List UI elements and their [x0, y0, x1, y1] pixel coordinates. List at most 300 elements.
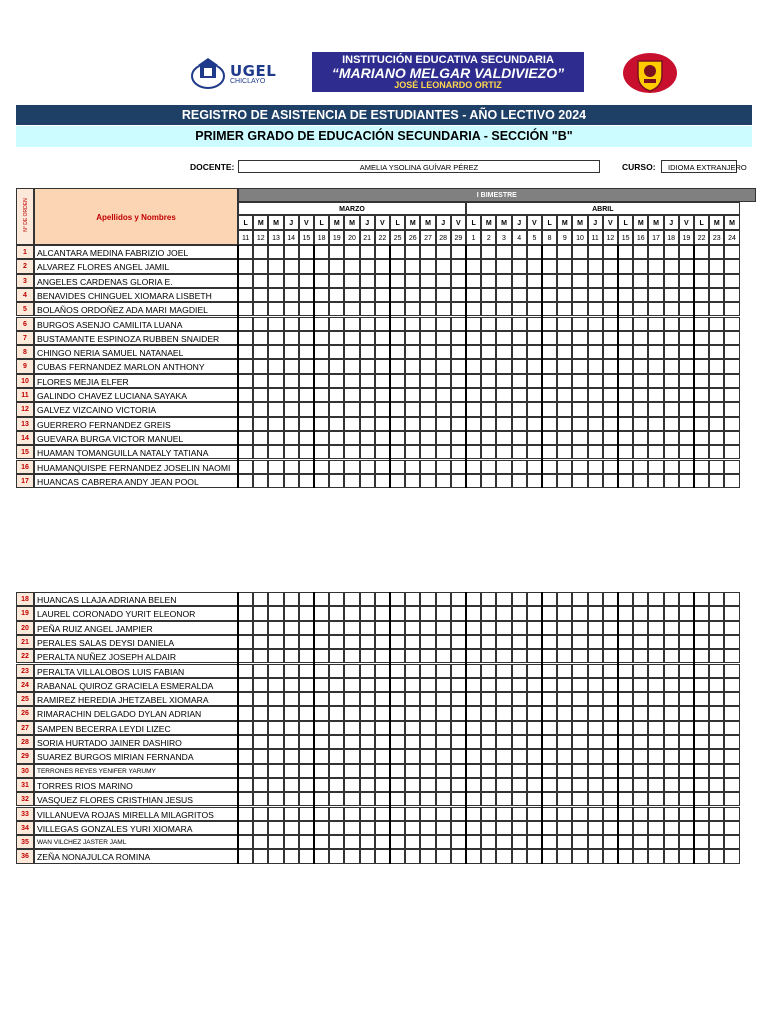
attendance-cell[interactable] [694, 606, 709, 620]
attendance-cell[interactable] [572, 359, 587, 373]
attendance-cell[interactable] [451, 274, 466, 288]
attendance-cell[interactable] [314, 764, 329, 778]
attendance-cell[interactable] [496, 592, 511, 606]
attendance-cell[interactable] [481, 792, 496, 806]
attendance-cell[interactable] [664, 359, 679, 373]
attendance-cell[interactable] [436, 331, 451, 345]
attendance-cell[interactable] [238, 388, 253, 402]
attendance-cell[interactable] [664, 445, 679, 459]
attendance-cell[interactable] [375, 735, 390, 749]
attendance-cell[interactable] [618, 431, 633, 445]
attendance-cell[interactable] [512, 749, 527, 763]
attendance-cell[interactable] [314, 606, 329, 620]
attendance-cell[interactable] [329, 359, 344, 373]
attendance-cell[interactable] [344, 849, 359, 863]
attendance-cell[interactable] [420, 345, 435, 359]
attendance-cell[interactable] [390, 359, 405, 373]
attendance-cell[interactable] [527, 635, 542, 649]
attendance-cell[interactable] [633, 821, 648, 835]
attendance-cell[interactable] [360, 635, 375, 649]
attendance-cell[interactable] [664, 706, 679, 720]
attendance-cell[interactable] [648, 359, 663, 373]
attendance-cell[interactable] [542, 835, 557, 849]
attendance-cell[interactable] [375, 678, 390, 692]
attendance-cell[interactable] [481, 431, 496, 445]
attendance-cell[interactable] [603, 259, 618, 273]
attendance-cell[interactable] [557, 302, 572, 316]
attendance-cell[interactable] [284, 778, 299, 792]
attendance-cell[interactable] [542, 792, 557, 806]
attendance-cell[interactable] [451, 778, 466, 792]
attendance-cell[interactable] [557, 417, 572, 431]
attendance-cell[interactable] [314, 835, 329, 849]
attendance-cell[interactable] [481, 331, 496, 345]
attendance-cell[interactable] [542, 402, 557, 416]
attendance-cell[interactable] [420, 359, 435, 373]
attendance-cell[interactable] [284, 749, 299, 763]
attendance-cell[interactable] [284, 417, 299, 431]
attendance-cell[interactable] [314, 331, 329, 345]
attendance-cell[interactable] [633, 259, 648, 273]
attendance-cell[interactable] [375, 274, 390, 288]
attendance-cell[interactable] [314, 778, 329, 792]
attendance-cell[interactable] [451, 431, 466, 445]
attendance-cell[interactable] [664, 274, 679, 288]
attendance-cell[interactable] [679, 274, 694, 288]
attendance-cell[interactable] [724, 302, 739, 316]
attendance-cell[interactable] [466, 621, 481, 635]
attendance-cell[interactable] [572, 678, 587, 692]
attendance-cell[interactable] [724, 402, 739, 416]
attendance-cell[interactable] [268, 849, 283, 863]
attendance-cell[interactable] [572, 288, 587, 302]
attendance-cell[interactable] [284, 345, 299, 359]
attendance-cell[interactable] [299, 317, 314, 331]
attendance-cell[interactable] [420, 807, 435, 821]
attendance-cell[interactable] [557, 792, 572, 806]
attendance-cell[interactable] [481, 388, 496, 402]
attendance-cell[interactable] [420, 778, 435, 792]
attendance-cell[interactable] [588, 331, 603, 345]
attendance-cell[interactable] [512, 345, 527, 359]
attendance-cell[interactable] [375, 692, 390, 706]
attendance-cell[interactable] [618, 635, 633, 649]
attendance-cell[interactable] [679, 402, 694, 416]
attendance-cell[interactable] [618, 678, 633, 692]
attendance-cell[interactable] [724, 835, 739, 849]
attendance-cell[interactable] [329, 259, 344, 273]
attendance-cell[interactable] [724, 274, 739, 288]
attendance-cell[interactable] [360, 792, 375, 806]
attendance-cell[interactable] [344, 764, 359, 778]
attendance-cell[interactable] [253, 821, 268, 835]
attendance-cell[interactable] [390, 778, 405, 792]
attendance-cell[interactable] [618, 388, 633, 402]
attendance-cell[interactable] [694, 735, 709, 749]
attendance-cell[interactable] [664, 388, 679, 402]
attendance-cell[interactable] [344, 821, 359, 835]
attendance-cell[interactable] [360, 664, 375, 678]
attendance-cell[interactable] [603, 749, 618, 763]
attendance-cell[interactable] [420, 649, 435, 663]
attendance-cell[interactable] [709, 402, 724, 416]
attendance-cell[interactable] [268, 735, 283, 749]
attendance-cell[interactable] [679, 245, 694, 259]
attendance-cell[interactable] [360, 606, 375, 620]
attendance-cell[interactable] [344, 359, 359, 373]
attendance-cell[interactable] [542, 331, 557, 345]
attendance-cell[interactable] [603, 359, 618, 373]
attendance-cell[interactable] [633, 331, 648, 345]
attendance-cell[interactable] [694, 635, 709, 649]
attendance-cell[interactable] [466, 388, 481, 402]
attendance-cell[interactable] [344, 706, 359, 720]
attendance-cell[interactable] [709, 474, 724, 488]
attendance-cell[interactable] [603, 445, 618, 459]
attendance-cell[interactable] [436, 259, 451, 273]
attendance-cell[interactable] [481, 345, 496, 359]
attendance-cell[interactable] [451, 259, 466, 273]
attendance-cell[interactable] [451, 807, 466, 821]
attendance-cell[interactable] [329, 735, 344, 749]
attendance-cell[interactable] [512, 359, 527, 373]
attendance-cell[interactable] [588, 807, 603, 821]
attendance-cell[interactable] [633, 621, 648, 635]
attendance-cell[interactable] [238, 445, 253, 459]
attendance-cell[interactable] [420, 431, 435, 445]
attendance-cell[interactable] [618, 345, 633, 359]
attendance-cell[interactable] [603, 388, 618, 402]
attendance-cell[interactable] [268, 649, 283, 663]
attendance-cell[interactable] [436, 460, 451, 474]
attendance-cell[interactable] [284, 245, 299, 259]
attendance-cell[interactable] [436, 706, 451, 720]
attendance-cell[interactable] [679, 431, 694, 445]
attendance-cell[interactable] [284, 664, 299, 678]
attendance-cell[interactable] [238, 274, 253, 288]
attendance-cell[interactable] [572, 649, 587, 663]
attendance-cell[interactable] [436, 274, 451, 288]
attendance-cell[interactable] [405, 259, 420, 273]
attendance-cell[interactable] [694, 345, 709, 359]
attendance-cell[interactable] [284, 288, 299, 302]
attendance-cell[interactable] [527, 445, 542, 459]
attendance-cell[interactable] [481, 621, 496, 635]
attendance-cell[interactable] [679, 706, 694, 720]
attendance-cell[interactable] [405, 331, 420, 345]
attendance-cell[interactable] [390, 735, 405, 749]
attendance-cell[interactable] [329, 664, 344, 678]
attendance-cell[interactable] [314, 735, 329, 749]
attendance-cell[interactable] [481, 606, 496, 620]
attendance-cell[interactable] [588, 417, 603, 431]
attendance-cell[interactable] [466, 849, 481, 863]
attendance-cell[interactable] [329, 606, 344, 620]
attendance-cell[interactable] [557, 460, 572, 474]
attendance-cell[interactable] [618, 245, 633, 259]
attendance-cell[interactable] [253, 606, 268, 620]
attendance-cell[interactable] [481, 317, 496, 331]
attendance-cell[interactable] [344, 288, 359, 302]
attendance-cell[interactable] [238, 621, 253, 635]
attendance-cell[interactable] [253, 592, 268, 606]
attendance-cell[interactable] [405, 288, 420, 302]
attendance-cell[interactable] [648, 664, 663, 678]
attendance-cell[interactable] [268, 460, 283, 474]
attendance-cell[interactable] [679, 288, 694, 302]
attendance-cell[interactable] [481, 359, 496, 373]
attendance-cell[interactable] [390, 635, 405, 649]
attendance-cell[interactable] [496, 835, 511, 849]
attendance-cell[interactable] [299, 749, 314, 763]
attendance-cell[interactable] [420, 664, 435, 678]
attendance-cell[interactable] [420, 621, 435, 635]
attendance-cell[interactable] [557, 749, 572, 763]
attendance-cell[interactable] [542, 374, 557, 388]
attendance-cell[interactable] [694, 474, 709, 488]
attendance-cell[interactable] [496, 460, 511, 474]
attendance-cell[interactable] [603, 764, 618, 778]
attendance-cell[interactable] [618, 460, 633, 474]
attendance-cell[interactable] [253, 764, 268, 778]
attendance-cell[interactable] [268, 592, 283, 606]
attendance-cell[interactable] [405, 721, 420, 735]
attendance-cell[interactable] [268, 721, 283, 735]
attendance-cell[interactable] [268, 431, 283, 445]
attendance-cell[interactable] [451, 592, 466, 606]
attendance-cell[interactable] [253, 778, 268, 792]
attendance-cell[interactable] [390, 649, 405, 663]
attendance-cell[interactable] [542, 474, 557, 488]
attendance-cell[interactable] [527, 749, 542, 763]
attendance-cell[interactable] [496, 778, 511, 792]
attendance-cell[interactable] [512, 331, 527, 345]
attendance-cell[interactable] [466, 721, 481, 735]
attendance-cell[interactable] [542, 302, 557, 316]
attendance-cell[interactable] [648, 302, 663, 316]
attendance-cell[interactable] [664, 460, 679, 474]
attendance-cell[interactable] [618, 474, 633, 488]
attendance-cell[interactable] [466, 345, 481, 359]
attendance-cell[interactable] [481, 735, 496, 749]
attendance-cell[interactable] [314, 445, 329, 459]
attendance-cell[interactable] [314, 474, 329, 488]
attendance-cell[interactable] [496, 849, 511, 863]
attendance-cell[interactable] [512, 474, 527, 488]
attendance-cell[interactable] [481, 778, 496, 792]
attendance-cell[interactable] [664, 749, 679, 763]
attendance-cell[interactable] [588, 821, 603, 835]
attendance-cell[interactable] [375, 807, 390, 821]
attendance-cell[interactable] [496, 359, 511, 373]
attendance-cell[interactable] [588, 374, 603, 388]
attendance-cell[interactable] [299, 417, 314, 431]
attendance-cell[interactable] [664, 621, 679, 635]
attendance-cell[interactable] [405, 821, 420, 835]
attendance-cell[interactable] [648, 678, 663, 692]
attendance-cell[interactable] [238, 592, 253, 606]
attendance-cell[interactable] [588, 592, 603, 606]
attendance-cell[interactable] [299, 706, 314, 720]
attendance-cell[interactable] [284, 807, 299, 821]
attendance-cell[interactable] [588, 621, 603, 635]
attendance-cell[interactable] [253, 402, 268, 416]
attendance-cell[interactable] [268, 821, 283, 835]
attendance-cell[interactable] [253, 417, 268, 431]
attendance-cell[interactable] [436, 621, 451, 635]
attendance-cell[interactable] [284, 635, 299, 649]
attendance-cell[interactable] [709, 835, 724, 849]
attendance-cell[interactable] [679, 735, 694, 749]
attendance-cell[interactable] [466, 692, 481, 706]
attendance-cell[interactable] [679, 259, 694, 273]
attendance-cell[interactable] [451, 692, 466, 706]
attendance-cell[interactable] [694, 331, 709, 345]
attendance-cell[interactable] [633, 302, 648, 316]
attendance-cell[interactable] [314, 274, 329, 288]
attendance-cell[interactable] [375, 606, 390, 620]
attendance-cell[interactable] [496, 735, 511, 749]
attendance-cell[interactable] [572, 431, 587, 445]
attendance-cell[interactable] [253, 664, 268, 678]
attendance-cell[interactable] [572, 259, 587, 273]
attendance-cell[interactable] [648, 474, 663, 488]
attendance-cell[interactable] [496, 302, 511, 316]
attendance-cell[interactable] [481, 635, 496, 649]
attendance-cell[interactable] [557, 835, 572, 849]
attendance-cell[interactable] [603, 274, 618, 288]
attendance-cell[interactable] [466, 778, 481, 792]
attendance-cell[interactable] [527, 621, 542, 635]
attendance-cell[interactable] [299, 778, 314, 792]
attendance-cell[interactable] [709, 259, 724, 273]
attendance-cell[interactable] [299, 259, 314, 273]
attendance-cell[interactable] [390, 402, 405, 416]
attendance-cell[interactable] [268, 621, 283, 635]
attendance-cell[interactable] [405, 835, 420, 849]
attendance-cell[interactable] [481, 592, 496, 606]
attendance-cell[interactable] [420, 849, 435, 863]
attendance-cell[interactable] [648, 778, 663, 792]
attendance-cell[interactable] [420, 274, 435, 288]
attendance-cell[interactable] [420, 331, 435, 345]
attendance-cell[interactable] [238, 374, 253, 388]
attendance-cell[interactable] [694, 778, 709, 792]
attendance-cell[interactable] [542, 849, 557, 863]
attendance-cell[interactable] [344, 721, 359, 735]
attendance-cell[interactable] [375, 821, 390, 835]
attendance-cell[interactable] [572, 721, 587, 735]
attendance-cell[interactable] [572, 592, 587, 606]
attendance-cell[interactable] [375, 849, 390, 863]
attendance-cell[interactable] [633, 317, 648, 331]
attendance-cell[interactable] [405, 302, 420, 316]
attendance-cell[interactable] [496, 606, 511, 620]
attendance-cell[interactable] [390, 764, 405, 778]
attendance-cell[interactable] [481, 374, 496, 388]
attendance-cell[interactable] [664, 764, 679, 778]
attendance-cell[interactable] [496, 417, 511, 431]
attendance-cell[interactable] [253, 792, 268, 806]
attendance-cell[interactable] [360, 849, 375, 863]
attendance-cell[interactable] [253, 317, 268, 331]
attendance-cell[interactable] [512, 778, 527, 792]
attendance-cell[interactable] [360, 402, 375, 416]
attendance-cell[interactable] [496, 317, 511, 331]
attendance-cell[interactable] [360, 388, 375, 402]
attendance-cell[interactable] [299, 359, 314, 373]
attendance-cell[interactable] [679, 606, 694, 620]
attendance-cell[interactable] [405, 678, 420, 692]
attendance-cell[interactable] [284, 460, 299, 474]
attendance-cell[interactable] [390, 792, 405, 806]
attendance-cell[interactable] [481, 721, 496, 735]
attendance-cell[interactable] [724, 388, 739, 402]
attendance-cell[interactable] [329, 374, 344, 388]
attendance-cell[interactable] [253, 388, 268, 402]
attendance-cell[interactable] [603, 649, 618, 663]
attendance-cell[interactable] [390, 807, 405, 821]
attendance-cell[interactable] [633, 835, 648, 849]
attendance-cell[interactable] [268, 302, 283, 316]
attendance-cell[interactable] [648, 431, 663, 445]
attendance-cell[interactable] [603, 706, 618, 720]
attendance-cell[interactable] [664, 259, 679, 273]
attendance-cell[interactable] [588, 274, 603, 288]
attendance-cell[interactable] [405, 849, 420, 863]
attendance-cell[interactable] [451, 606, 466, 620]
attendance-cell[interactable] [284, 331, 299, 345]
attendance-cell[interactable] [466, 835, 481, 849]
attendance-cell[interactable] [588, 635, 603, 649]
attendance-cell[interactable] [451, 245, 466, 259]
attendance-cell[interactable] [512, 649, 527, 663]
attendance-cell[interactable] [542, 431, 557, 445]
attendance-cell[interactable] [557, 592, 572, 606]
attendance-cell[interactable] [284, 721, 299, 735]
attendance-cell[interactable] [724, 678, 739, 692]
attendance-cell[interactable] [451, 764, 466, 778]
attendance-cell[interactable] [451, 331, 466, 345]
attendance-cell[interactable] [527, 692, 542, 706]
attendance-cell[interactable] [420, 288, 435, 302]
attendance-cell[interactable] [436, 359, 451, 373]
attendance-cell[interactable] [603, 721, 618, 735]
attendance-cell[interactable] [451, 706, 466, 720]
attendance-cell[interactable] [420, 749, 435, 763]
attendance-cell[interactable] [314, 635, 329, 649]
attendance-cell[interactable] [314, 317, 329, 331]
attendance-cell[interactable] [344, 445, 359, 459]
attendance-cell[interactable] [679, 821, 694, 835]
attendance-cell[interactable] [238, 417, 253, 431]
attendance-cell[interactable] [344, 792, 359, 806]
attendance-cell[interactable] [268, 778, 283, 792]
attendance-cell[interactable] [405, 417, 420, 431]
attendance-cell[interactable] [451, 359, 466, 373]
attendance-cell[interactable] [633, 635, 648, 649]
attendance-cell[interactable] [405, 402, 420, 416]
attendance-cell[interactable] [284, 592, 299, 606]
attendance-cell[interactable] [405, 664, 420, 678]
attendance-cell[interactable] [542, 359, 557, 373]
attendance-cell[interactable] [481, 821, 496, 835]
attendance-cell[interactable] [512, 417, 527, 431]
attendance-cell[interactable] [542, 245, 557, 259]
attendance-cell[interactable] [284, 431, 299, 445]
attendance-cell[interactable] [527, 606, 542, 620]
attendance-cell[interactable] [360, 778, 375, 792]
